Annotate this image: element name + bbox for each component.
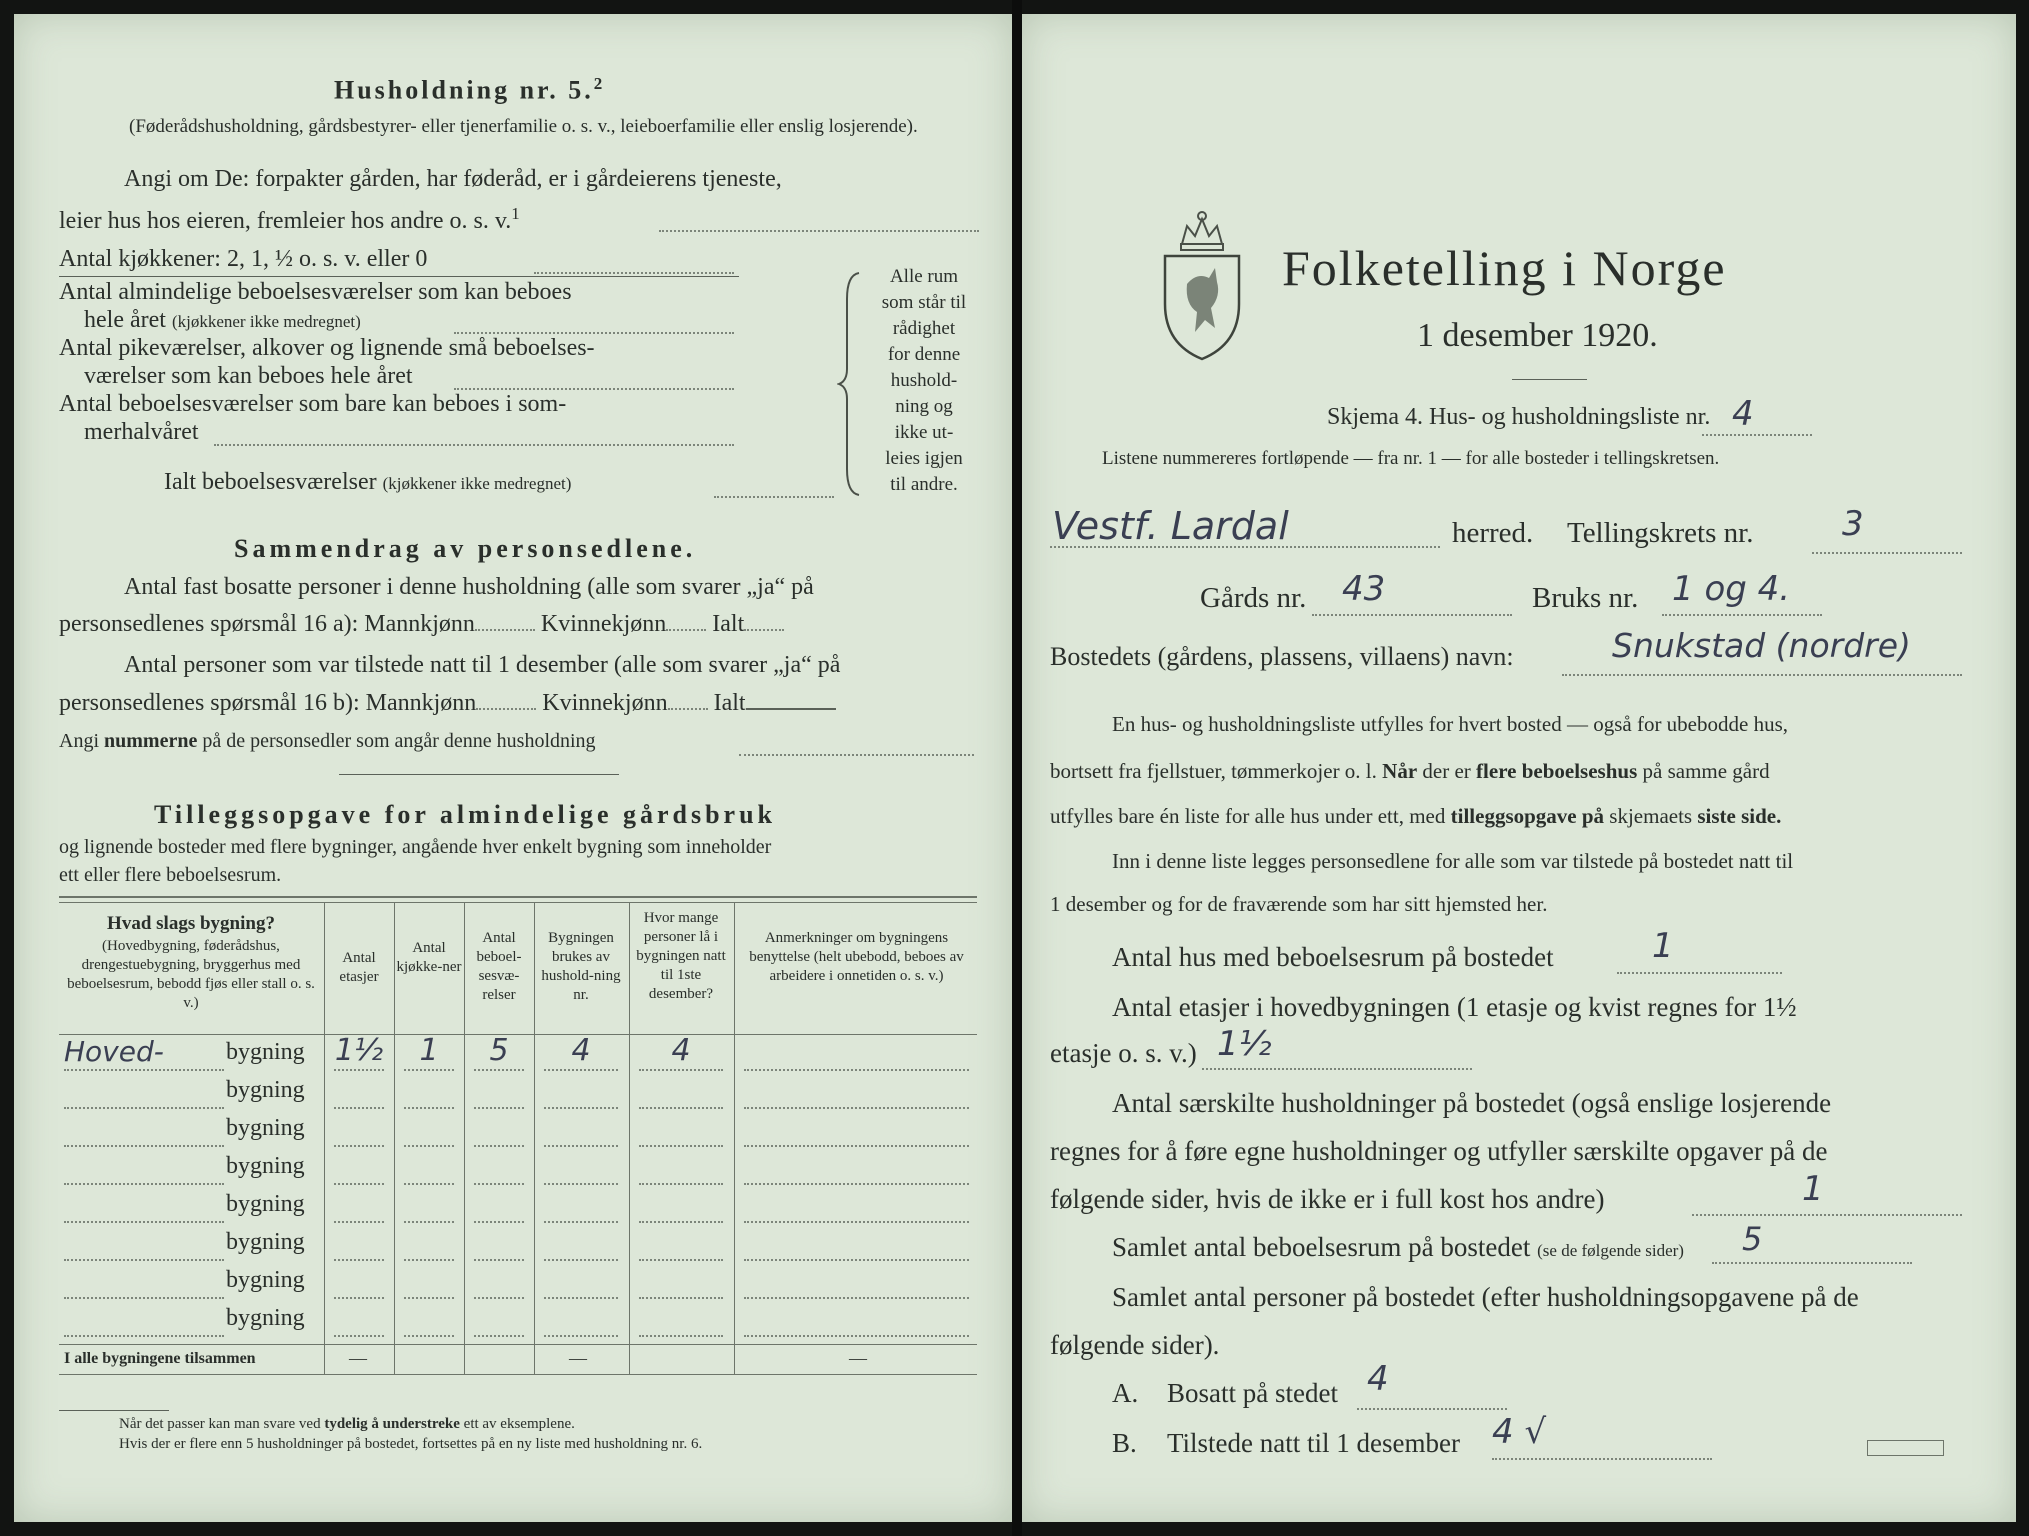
- cell-anm[interactable]: [744, 1259, 969, 1261]
- kitchens-underline: [59, 276, 739, 277]
- alm-line-2: hele året (kjøkkener ikke medregnet): [84, 307, 361, 333]
- bygning-label: bygning: [226, 1267, 305, 1293]
- footnote-2: Hvis der er flere enn 5 husholdninger på bostedet, fortsettes på en ny liste med husholdning nr. 6.: [119, 1436, 703, 1452]
- etasjer-line-2: etasje o. s. v.): [1050, 1038, 1197, 1068]
- bosted-label: Bostedets (gårdens, plassens, villaens) navn:: [1050, 642, 1514, 671]
- samlet-rum-value[interactable]: 5: [1742, 1220, 1763, 1258]
- etasjer-line-1: Antal etasjer i hovedbygningen (1 etasje og kvist regnes for 1½: [1112, 992, 1797, 1022]
- info-line-2: bortsett fra fjellstuer, tømmerkojer o. l. Når der er flere beboelseshus på samme gård: [1050, 759, 1770, 783]
- supp-title: Tilleggsopgave for almindelige gårdsbruk: [154, 800, 777, 829]
- total-etasjer: —: [349, 1348, 367, 1368]
- a-label: Bosatt på stedet: [1167, 1378, 1338, 1408]
- sommer-dots[interactable]: [214, 444, 734, 446]
- total-anm: —: [849, 1348, 867, 1368]
- bruks-value[interactable]: 1 og 4.: [1672, 569, 1791, 609]
- bosted-value[interactable]: Snukstad (nordre): [1612, 626, 1911, 665]
- bygning-label: bygning: [226, 1039, 305, 1065]
- info-line-5: 1 desember og for de fraværende som har sitt hjemsted her.: [1050, 892, 1548, 916]
- skjema-nr[interactable]: 4: [1732, 394, 1754, 434]
- cell-anm[interactable]: [744, 1221, 969, 1223]
- total-label: I alle bygningene tilsammen: [64, 1350, 256, 1367]
- info-line-1: En hus- og husholdningsliste utfylles for hvert bosted — også for ubebodde hus,: [1112, 712, 1788, 736]
- cell-anm[interactable]: [744, 1069, 969, 1071]
- sarskilte-value[interactable]: 1: [1802, 1169, 1824, 1209]
- a-value[interactable]: 4: [1367, 1359, 1389, 1399]
- cell-etasjer[interactable]: 1½: [334, 1033, 384, 1068]
- bygning-label: bygning: [226, 1229, 305, 1255]
- col-header-brukes: Bygningen brukes av hushold-ning nr.: [541, 930, 621, 1003]
- cell-kjokkener[interactable]: 1: [419, 1033, 439, 1068]
- bygning-label: bygning: [226, 1305, 305, 1331]
- b-letter: B.: [1112, 1428, 1137, 1458]
- supp-text-2: ett eller flere beboelsesrum.: [59, 864, 282, 886]
- right-page: [1022, 14, 2016, 1522]
- footnote-1: Når det passer kan man svare ved tydelig å understreke ett av eksemplene.: [119, 1416, 575, 1432]
- tellingskrets-label: Tellingskrets nr.: [1567, 517, 1754, 549]
- listene-note: Listene nummereres fortløpende — fra nr. 1 — for alle bosteder i tellingskretsen.: [1102, 448, 1720, 469]
- sommer-line-2: merhalvåret: [84, 419, 199, 445]
- samlet-pers-line-1: Samlet antal personer på bostedet (efter husholdningsopgavene på de: [1112, 1282, 1859, 1312]
- col-header-kjokkener: Antal kjøkke-ner: [396, 940, 462, 975]
- angi-line-2: leier hus hos eieren, fremleier hos andre o. s. v.$^1$: [59, 204, 520, 234]
- sarskilte-line-3: følgende sider, hvis de ikke er i full kost hos andre): [1050, 1184, 1605, 1214]
- form-date: 1 desember 1920.: [1417, 317, 1658, 354]
- left-page: [14, 14, 1012, 1522]
- ialt-answer[interactable]: [714, 496, 834, 498]
- cell-anm[interactable]: [744, 1107, 969, 1109]
- cell-anm[interactable]: [744, 1297, 969, 1299]
- col-header-beboelses: Antal beboel-sesvæ-relser: [476, 930, 522, 1003]
- bygning-label: bygning: [226, 1077, 305, 1103]
- col-header-anm: Anmerkninger om bygningens benyttelse (helt ubebodd, beboes av arbeidere i onnetiden o. s. v.): [749, 930, 964, 984]
- summary-b-line-2: personsedlenes spørsmål 16 b): Mannkjønn Kvinnekjønn Ialt: [59, 690, 836, 717]
- sommer-line-1: Antal beboelsesværelser som bare kan beboes i som-: [59, 391, 567, 417]
- printer-stamp: [1867, 1440, 1944, 1456]
- col-header-type: Hvad slags bygning? (Hovedbygning, føderådshus, drengestuebygning, bryggerhus med beboelsesrum, bebodd fjøs eller stall o. s. v.): [67, 913, 315, 1011]
- sarskilte-line-2: regnes for å føre egne husholdninger og utfyller særskilte opgaver på de: [1050, 1136, 1828, 1166]
- household-title: Husholdning nr. 5.$^2$: [334, 74, 606, 105]
- ialt-label: Ialt beboelsesværelser (kjøkkener ikke medregnet): [164, 469, 572, 495]
- section-divider: [339, 774, 619, 775]
- samlet-pers-line-2: følgende sider).: [1050, 1330, 1220, 1360]
- building-prefix[interactable]: Hoved-: [64, 1035, 164, 1068]
- total-brukes: —: [569, 1348, 587, 1368]
- bygning-label: bygning: [226, 1191, 305, 1217]
- sarskilte-line-1: Antal særskilte husholdninger på bostedet (også enslige losjerende: [1112, 1088, 1832, 1118]
- samlet-rum-label: Samlet antal beboelsesrum på bostedet (se de følgende sider): [1112, 1232, 1684, 1262]
- book-fold: [1012, 0, 1022, 1536]
- skjema-label: Skjema 4. Hus- og husholdningsliste nr.: [1327, 404, 1711, 430]
- kitchens-label: Antal kjøkkener: 2, 1, ½ o. s. v. eller 0: [59, 246, 428, 272]
- angi-numre: Angi nummerne på de personsedler som angår denne husholdning: [59, 730, 596, 752]
- pike-dots[interactable]: [454, 388, 734, 390]
- hus-label: Antal hus med beboelsesrum på bostedet: [1112, 942, 1554, 972]
- gards-label: Gårds nr.: [1200, 582, 1307, 614]
- angi-numre-line[interactable]: [739, 754, 974, 756]
- bruks-label: Bruks nr.: [1532, 582, 1639, 614]
- gards-value[interactable]: 43: [1342, 569, 1386, 609]
- cell-brukes[interactable]: 4: [571, 1033, 591, 1068]
- coat-of-arms-icon: [1157, 204, 1247, 364]
- supp-text-1: og lignende bosteder med flere bygninger, angående hver enkelt bygning som inneholder: [59, 836, 772, 858]
- b-value[interactable]: 4 √: [1492, 1412, 1547, 1452]
- etasjer-value[interactable]: 1½: [1217, 1024, 1272, 1064]
- summary-title: Sammendrag av personsedlene.: [234, 534, 697, 563]
- cell-beboelses[interactable]: 5: [489, 1033, 509, 1068]
- kitchens-dots: [534, 272, 734, 274]
- household-note: (Føderådshusholdning, gårdsbestyrer- eller tjenerfamilie o. s. v., leieboerfamilie eller enslig losjerende).: [129, 116, 918, 137]
- angi-answer-line[interactable]: [659, 230, 979, 232]
- summary-a-line-1: Antal fast bosatte personer i denne husholdning (alle som svarer „ja“ på: [124, 574, 814, 600]
- herred-label: herred.: [1452, 517, 1534, 549]
- pike-line-1: Antal pikeværelser, alkover og lignende små beboelses-: [59, 335, 595, 361]
- tellingskrets-value[interactable]: 3: [1842, 504, 1864, 544]
- a-letter: A.: [1112, 1378, 1139, 1408]
- alm-dots[interactable]: [454, 332, 734, 334]
- form-title: Folketelling i Norge: [1282, 240, 1727, 296]
- pike-line-2: værelser som kan beboes hele året: [84, 363, 413, 389]
- cell-personer[interactable]: 4: [671, 1033, 691, 1068]
- herred-value[interactable]: Vestf. Lardal: [1052, 504, 1289, 548]
- summary-a-line-2: personsedlenes spørsmål 16 a): Mannkjønn Kvinnekjønn Ialt: [59, 611, 784, 638]
- cell-anm[interactable]: [744, 1145, 969, 1147]
- bygning-label: bygning: [226, 1115, 305, 1141]
- alm-line-1: Antal almindelige beboelsesværelser som kan beboes: [59, 279, 572, 305]
- summary-b-line-1: Antal personer som var tilstede natt til 1 desember (alle som svarer „ja“ på: [124, 652, 841, 678]
- b-label: Tilstede natt til 1 desember: [1167, 1428, 1460, 1458]
- hus-value[interactable]: 1: [1652, 926, 1674, 966]
- col-header-etasjer: Antal etasjer: [339, 950, 379, 985]
- side-note: Alle rum som står til rådighet for denne hushold- ning og ikke ut- leies igjen til andre.: [881, 266, 967, 495]
- angi-line-1: Angi om De: forpakter gården, har føderåd, er i gårdeierens tjeneste,: [124, 166, 782, 192]
- col-header-personer: Hvor mange personer lå i bygningen natt til 1ste desember?: [636, 910, 726, 1002]
- cell-anm[interactable]: [744, 1335, 969, 1337]
- brace-icon: [837, 269, 867, 499]
- info-line-3: utfylles bare én liste for alle hus under ett, med tilleggsopgave på skjemaets siste side.: [1050, 804, 1782, 828]
- info-line-4: Inn i denne liste legges personsedlene for alle som var tilstede på bostedet natt til: [1112, 849, 1794, 873]
- cell-anm[interactable]: [744, 1183, 969, 1185]
- bygning-label: bygning: [226, 1153, 305, 1179]
